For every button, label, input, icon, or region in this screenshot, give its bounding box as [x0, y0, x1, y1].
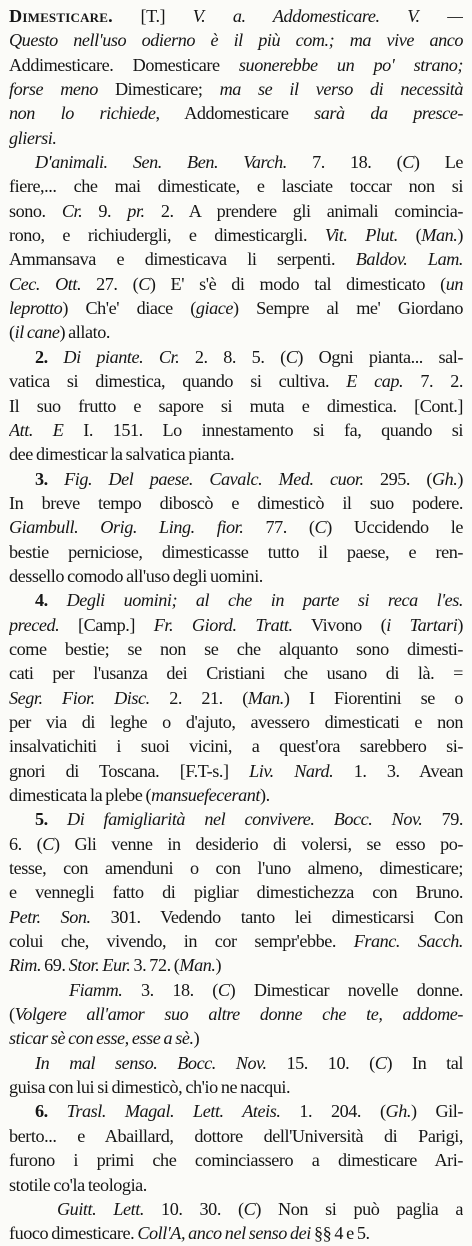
- text-line: Il suo frutto e sapore si muta e dimestica. [Cont.]: [9, 395, 463, 416]
- text-line: forse meno Dimesticare; ma se il verso di necessità: [9, 79, 463, 100]
- entry-text: [9, 4, 463, 1246]
- text-line: come bestie; se non se che alquanto sono dimesti-: [9, 638, 463, 659]
- text-line: Fiamm. 3. 18. (C) Dimesticar novelle donne.: [69, 979, 463, 1000]
- text-line: dessello comodo all'uso degli uomini.: [9, 565, 263, 586]
- text-line: gnori di Toscana. [F.T-s.] Liv. Nard. 1. 3. Avean: [9, 760, 463, 781]
- text-line: dee dimesticar la salvatica pianta.: [9, 444, 235, 465]
- text-line: fuoco dimesticare. Coll'A, anco nel senso dei §§ 4 e 5.: [9, 1223, 370, 1244]
- text-line: 6. Trasl. Magal. Lett. Ateis. 1. 204. (Gh.) Gil-: [35, 1101, 463, 1122]
- text-line: guisa con lui si dimesticò, ch'io ne nacqui.: [9, 1077, 291, 1098]
- text-line: Segr. Fior. Disc. 2. 21. (Man.) I Fiorentini se o: [9, 687, 463, 708]
- text-line: berto... e Abaillard, dottore dell'Università di Parigi,: [9, 1125, 463, 1146]
- text-line: Cec. Ott. 27. (C) E' s'è di modo tal dimesticato (un: [9, 273, 463, 294]
- text-line: gliersi.: [9, 127, 57, 148]
- text-line: In breve tempo diboscò e dimesticò il suo podere.: [9, 492, 463, 513]
- text-line: Ammansava e dimesticava li serpenti. Baldov. Lam.: [9, 249, 463, 270]
- text-line: Rim. 69. Stor. Eur. 3. 72. (Man.): [9, 955, 222, 976]
- text-line: Petr. Son. 301. Vedendo tanto lei dimesticarsi Con: [9, 906, 463, 927]
- text-line: Dimesticare. [T.] V. a. Addomesticare. V. —: [9, 6, 463, 26]
- text-line: per via di leghe o d'ajuto, avessero dimesticati e non: [9, 711, 463, 732]
- text-line: 5. Di famigliarità nel convivere. Bocc. Nov. 79.: [35, 809, 463, 830]
- text-line: Att. E I. 151. Lo innestamento si fa, quando si: [9, 419, 463, 440]
- text-line: e vennegli fatto di pigliar dimestichezza con Bruno.: [9, 882, 463, 903]
- text-line: sticar sè con esse, esse a sè.): [9, 1028, 200, 1049]
- text-line: bestie perniciose, dimesticasse tutto il paese, e ren-: [9, 541, 463, 562]
- text-line: vatica si dimestica, quando si cultiva. E cap. 7. 2.: [9, 371, 463, 392]
- text-line: rono, e richiudergli, e dimesticargli. Vit. Plut. (Man.): [9, 225, 463, 246]
- text-line: stotile co'la teologia.: [9, 1174, 147, 1195]
- text-line: dimesticata la plebe (mansuefecerant).: [9, 785, 270, 805]
- text-line: Guitt. Lett. 10. 30. (C) Non si può paglia a: [57, 1198, 463, 1219]
- text-line: insalvatichiti i suoi vicini, a quest'ora sarebbero si-: [9, 736, 463, 757]
- text-line: furono i primi che cominciassero a dimesticare Ari-: [9, 1150, 463, 1171]
- text-line: 6. (C) Gli venne in desiderio di volersi, se esso po-: [9, 833, 463, 854]
- text-line: 3. Fig. Del paese. Cavalc. Med. cuor. 295. (Gh.): [35, 468, 463, 489]
- text-line: Addimesticare. Domesticare suonerebbe un po' strano;: [9, 54, 463, 75]
- text-line: leprotto) Ch'e' diace (giace) Sempre al me' Giordano: [9, 298, 463, 319]
- text-line: cati per l'usanza dei Cristiani che usano di là. =: [9, 663, 463, 684]
- text-line: (Volgere all'amor suo altre donne che te, addome-: [9, 1004, 463, 1025]
- text-line: (il cane) allato.: [9, 322, 110, 343]
- text-line: Giambull. Orig. Ling. fior. 77. (C) Uccidendo le: [9, 517, 463, 538]
- text-line: non lo richiede, Addomesticare sarà da presce-: [9, 103, 463, 124]
- text-line: tesse, con amenduni o con l'uno almeno, dimesticare;: [9, 858, 463, 879]
- text-line: sono. Cr. 9. pr. 2. A prendere gli animali comincia-: [9, 200, 463, 221]
- text-line: preced. [Camp.] Fr. Giord. Tratt. Vivono (i Tartari): [9, 614, 463, 635]
- text-line: 2. Di piante. Cr. 2. 8. 5. (C) Ogni pianta... sal-: [35, 346, 463, 367]
- text-line: D'animali. Sen. Ben. Varch. 7. 18. (C) Le: [35, 152, 463, 173]
- text-line: colui che, vivendo, in cor sempr'ebbe. Franc. Sacch.: [9, 931, 463, 952]
- text-line: In mal senso. Bocc. Nov. 15. 10. (C) In tal: [35, 1052, 463, 1073]
- text-line: Questo nell'uso odierno è il più com.; ma vive anco: [9, 30, 463, 51]
- text-line: 4. Degli uomini; al che in parte si reca l'es.: [35, 590, 463, 611]
- text-line: fiere,... che mai dimesticate, e lasciate toccar non si: [9, 176, 463, 197]
